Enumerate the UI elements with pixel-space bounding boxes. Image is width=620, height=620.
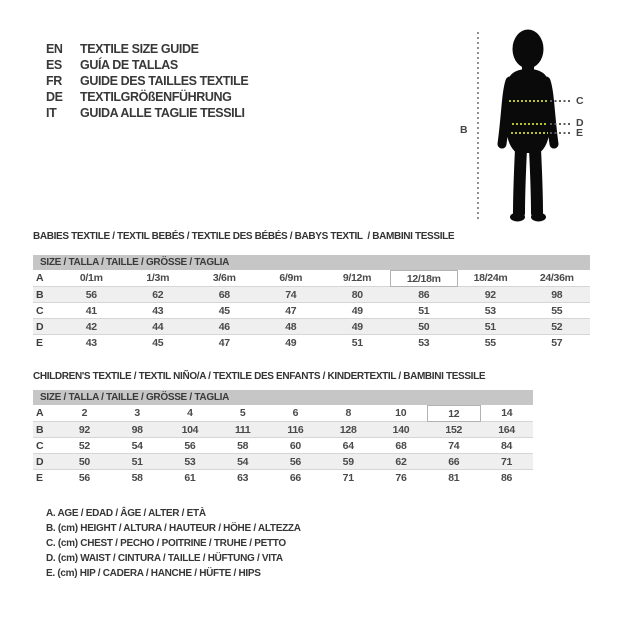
size-value-cell: 44 bbox=[125, 319, 192, 335]
table-row bbox=[33, 438, 533, 454]
size-value-cell: 86 bbox=[501, 471, 513, 484]
legend-item: C. (cm) CHEST / PECHO / POITRINE / TRUHE / PETTO bbox=[46, 538, 286, 549]
size-value-cell: 104 bbox=[164, 422, 217, 438]
row-label: A bbox=[36, 407, 44, 420]
size-value-cell: 81 bbox=[448, 471, 460, 484]
language-row bbox=[46, 41, 248, 57]
size-value-cell: 48 bbox=[258, 319, 325, 335]
language-row bbox=[46, 105, 248, 121]
children-section-title: CHILDREN'S TEXTILE / TEXTIL NIÑO/A / TEXTILE DES ENFANTS / KINDERTEXTIL / BAMBINI TESSILE bbox=[33, 371, 486, 382]
size-value-cell: 43 bbox=[85, 336, 97, 349]
row-label: A bbox=[36, 272, 44, 285]
legend-item: E. (cm) HIP / CADERA / HANCHE / HÜFTE / HIPS bbox=[46, 568, 261, 579]
size-value-cell: 51 bbox=[351, 336, 363, 349]
size-value-cell: 6 bbox=[292, 407, 299, 420]
size-value-cell: 8 bbox=[345, 407, 351, 420]
figure-label-c: C bbox=[576, 95, 584, 107]
size-value-cell: 56 bbox=[184, 439, 196, 452]
children-table bbox=[33, 390, 533, 485]
size-value-cell: 51 bbox=[418, 304, 430, 317]
figure-label-d: D bbox=[576, 117, 584, 129]
babies-section-title: BABIES TEXTILE / TEXTIL BEBÉS / TEXTILE DES BÉBÉS / BABYS TEXTIL / BAMBINI TESSILE bbox=[33, 231, 455, 242]
size-value-cell: 60 bbox=[289, 439, 301, 452]
size-value-cell: 49 bbox=[351, 304, 363, 317]
size-value-cell: 57 bbox=[551, 336, 563, 349]
hip-measure-line bbox=[511, 132, 548, 134]
size-value-cell: 116 bbox=[269, 422, 322, 438]
size-value-cell: 56 bbox=[269, 454, 322, 470]
size-value-cell: 63 bbox=[237, 471, 249, 484]
size-value-cell: 56 bbox=[58, 287, 125, 303]
size-value-cell: 74 bbox=[448, 439, 460, 452]
size-value-cell: 18/24m bbox=[473, 272, 508, 285]
size-value-cell: 66 bbox=[427, 454, 480, 470]
size-value-cell: 56 bbox=[78, 471, 90, 484]
size-value-cell: 61 bbox=[184, 471, 196, 484]
size-value-cell: 50 bbox=[391, 319, 458, 335]
size-value-cell: 98 bbox=[111, 422, 164, 438]
table-row bbox=[33, 406, 533, 422]
table-row bbox=[33, 335, 590, 351]
size-value-cell: 53 bbox=[418, 336, 430, 349]
babies-size-header: SIZE / TALLA / TAILLE / GRÖSSE / TAGLIA bbox=[33, 255, 590, 270]
size-value-cell: 128 bbox=[322, 422, 375, 438]
row-label: B bbox=[33, 287, 58, 303]
size-value-cell: 47 bbox=[285, 304, 297, 317]
size-value-cell: 58 bbox=[237, 439, 249, 452]
size-value-cell: 55 bbox=[551, 304, 563, 317]
size-value-cell: 12/18m bbox=[391, 271, 458, 287]
size-value-cell: 71 bbox=[480, 454, 533, 470]
size-value-cell: 47 bbox=[218, 336, 230, 349]
size-value-cell: 12 bbox=[427, 406, 480, 422]
size-value-cell: 111 bbox=[216, 422, 269, 438]
size-value-cell: 6/9m bbox=[279, 272, 303, 285]
size-value-cell: 2 bbox=[81, 407, 88, 420]
row-label: C bbox=[36, 439, 44, 452]
table-row bbox=[33, 303, 590, 319]
size-value-cell: 3 bbox=[134, 407, 140, 420]
size-value-cell: 164 bbox=[480, 422, 533, 438]
language-row bbox=[46, 89, 248, 105]
size-value-cell: 50 bbox=[58, 454, 111, 470]
chest-leader-line bbox=[550, 100, 571, 102]
size-value-cell: 66 bbox=[289, 471, 301, 484]
size-value-cell: 92 bbox=[457, 287, 524, 303]
size-value-cell: 43 bbox=[152, 304, 164, 317]
size-value-cell: 62 bbox=[125, 287, 192, 303]
hip-leader-line bbox=[550, 132, 571, 134]
size-value-cell: 64 bbox=[342, 439, 354, 452]
size-value-cell: 9/12m bbox=[342, 272, 372, 285]
babies-table bbox=[33, 255, 590, 350]
silhouette-left-leg bbox=[519, 149, 521, 213]
table-row bbox=[33, 422, 533, 438]
height-measure-line bbox=[477, 32, 479, 222]
size-value-cell: 84 bbox=[501, 439, 513, 452]
legend-item: B. (cm) HEIGHT / ALTURA / HAUTEUR / HÖHE / ALTEZZA bbox=[46, 523, 301, 534]
size-value-cell: 140 bbox=[375, 422, 428, 438]
silhouette-right-leg bbox=[535, 149, 537, 213]
figure-label-e: E bbox=[576, 127, 584, 139]
silhouette-right-foot bbox=[531, 213, 546, 222]
size-value-cell: 41 bbox=[85, 304, 97, 317]
babies-size-grid bbox=[33, 270, 590, 350]
size-value-cell: 49 bbox=[324, 319, 391, 335]
row-label: D bbox=[33, 319, 58, 335]
size-value-cell: 4 bbox=[187, 407, 193, 420]
table-row bbox=[33, 271, 590, 287]
size-figure bbox=[440, 20, 620, 230]
size-value-cell: 98 bbox=[524, 287, 591, 303]
table-row bbox=[33, 319, 590, 335]
language-code: EN bbox=[46, 42, 63, 56]
size-value-cell: 49 bbox=[285, 336, 297, 349]
row-label: C bbox=[36, 304, 44, 317]
table-row bbox=[33, 287, 590, 303]
size-value-cell: 59 bbox=[322, 454, 375, 470]
size-value-cell: 53 bbox=[164, 454, 217, 470]
size-value-cell: 45 bbox=[152, 336, 164, 349]
size-value-cell: 92 bbox=[58, 422, 111, 438]
size-value-cell: 46 bbox=[191, 319, 258, 335]
row-label: E bbox=[36, 336, 43, 349]
row-label: B bbox=[33, 422, 58, 438]
waist-measure-line bbox=[512, 123, 547, 125]
size-value-cell: 58 bbox=[131, 471, 143, 484]
size-value-cell: 52 bbox=[78, 439, 90, 452]
chest-measure-line bbox=[509, 100, 548, 102]
size-value-cell: 5 bbox=[239, 407, 246, 420]
silhouette-left-foot bbox=[510, 213, 525, 222]
table-row bbox=[33, 470, 533, 486]
size-value-cell: 0/1m bbox=[79, 272, 103, 285]
size-value-cell: 42 bbox=[58, 319, 125, 335]
size-value-cell: 80 bbox=[324, 287, 391, 303]
size-value-cell: 55 bbox=[484, 336, 496, 349]
size-value-cell: 1/3m bbox=[146, 272, 170, 285]
table-row bbox=[33, 454, 533, 470]
row-label: E bbox=[36, 471, 43, 484]
size-value-cell: 14 bbox=[501, 407, 513, 420]
language-row bbox=[46, 73, 248, 89]
size-value-cell: 53 bbox=[484, 304, 496, 317]
size-value-cell: 3/6m bbox=[212, 272, 236, 285]
row-label: D bbox=[33, 454, 58, 470]
size-value-cell: 52 bbox=[524, 319, 591, 335]
legend-item: A. AGE / EDAD / ÂGE / ALTER / ETÀ bbox=[46, 508, 206, 519]
language-code: IT bbox=[46, 106, 57, 120]
language-title: GUIDA ALLE TAGLIE TESSILI bbox=[80, 106, 245, 120]
size-value-cell: 10 bbox=[395, 407, 407, 420]
size-value-cell: 54 bbox=[131, 439, 143, 452]
size-value-cell: 68 bbox=[395, 439, 407, 452]
size-value-cell: 71 bbox=[342, 471, 354, 484]
size-value-cell: 68 bbox=[191, 287, 258, 303]
size-value-cell: 54 bbox=[216, 454, 269, 470]
waist-leader-line bbox=[550, 123, 571, 125]
language-list bbox=[46, 41, 248, 121]
children-size-grid bbox=[33, 405, 533, 485]
measurement-legend bbox=[46, 506, 301, 581]
children-size-header: SIZE / TALLA / TAILLE / GRÖSSE / TAGLIA bbox=[33, 390, 533, 405]
figure-label-b: B bbox=[460, 124, 468, 136]
language-title: TEXTILE SIZE GUIDE bbox=[80, 42, 199, 56]
size-value-cell: 76 bbox=[395, 471, 407, 484]
language-code: FR bbox=[46, 74, 62, 88]
size-value-cell: 45 bbox=[218, 304, 230, 317]
language-title: GUÍA DE TALLAS bbox=[80, 58, 178, 72]
legend-item: D. (cm) WAIST / CINTURA / TAILLE / HÜFTUNG / VITA bbox=[46, 553, 283, 564]
language-code: DE bbox=[46, 90, 63, 104]
size-value-cell: 74 bbox=[258, 287, 325, 303]
language-title: GUIDE DES TAILLES TEXTILE bbox=[80, 74, 249, 88]
size-value-cell: 62 bbox=[375, 454, 428, 470]
size-value-cell: 86 bbox=[391, 287, 458, 303]
language-row bbox=[46, 57, 248, 73]
child-silhouette bbox=[493, 25, 567, 225]
language-code: ES bbox=[46, 58, 62, 72]
language-title: TEXTILGRÖßENFÜHRUNG bbox=[80, 90, 232, 104]
size-value-cell: 152 bbox=[427, 422, 480, 438]
size-value-cell: 24/36m bbox=[539, 272, 574, 285]
size-value-cell: 51 bbox=[111, 454, 164, 470]
size-value-cell: 51 bbox=[457, 319, 524, 335]
